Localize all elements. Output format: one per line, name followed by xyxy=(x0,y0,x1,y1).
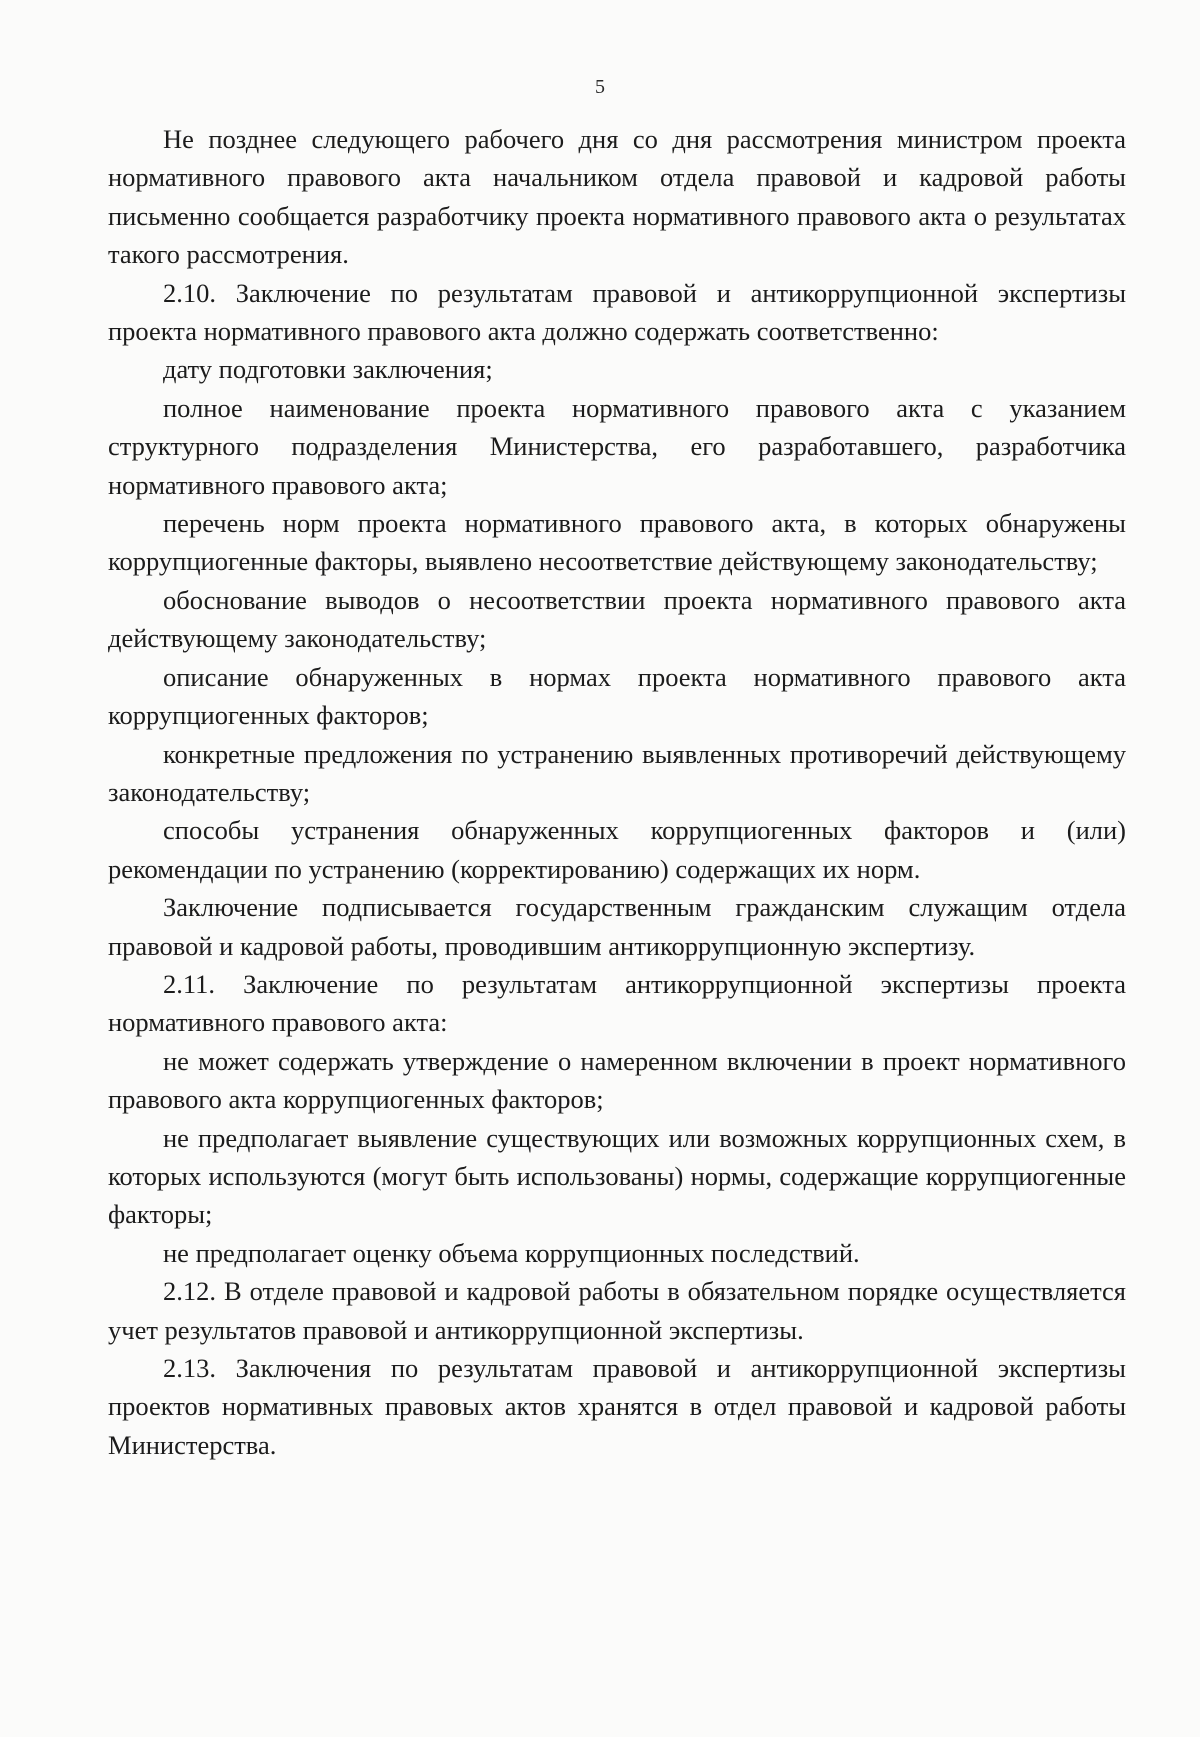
list-item-elimination-methods: способы устранения обнаруженных коррупциогенных факторов и (или) рекомендации по устранению (корректированию) содержащих их норм. xyxy=(108,815,1126,884)
list-item-proposals: конкретные предложения по устранению выявленных противоречий действующему законодательству; xyxy=(108,738,1126,807)
paragraph-signature: Заключение подписывается государственным гражданским служащим отдела правовой и кадровой работы, проводившим антикоррупционную экспертизу. xyxy=(108,892,1126,961)
list-item-no-schemes: не предполагает выявление существующих или возможных коррупционных схем, в которых используются (могут быть использованы) нормы, содержащие коррупциогенные факторы; xyxy=(108,1122,1126,1230)
list-item-full-name: полное наименование проекта нормативного правового акта с указанием структурного подразделения Министерства, его разработавшего, разработчика нормативного правового акта; xyxy=(108,392,1126,500)
paragraph-2-12: 2.12. В отделе правовой и кадровой работы в обязательном порядке осуществляется учет результатов правовой и антикоррупционной экспертизы. xyxy=(108,1276,1126,1345)
list-item-justification: обоснование выводов о несоответствии проекта нормативного правового акта действующему законодательству; xyxy=(108,584,1126,654)
list-item-no-intent-claim: не может содержать утверждение о намеренном включении в проект нормативного правового акта коррупциогенных факторов; xyxy=(108,1045,1126,1115)
paragraph-2-13: 2.13. Заключения по результатам правовой и антикоррупционной экспертизы проектов нормативных правовых актов хранятся в отдел правовой и кадровой работы Министерства. xyxy=(108,1353,1126,1460)
paragraph-2-11-heading: 2.11. Заключение по результатам антикоррупционной экспертизы проекта нормативного правового акта: xyxy=(108,968,1126,1038)
paragraph-2-10-heading: 2.10. Заключение по результатам правовой и антикоррупционной экспертизы проекта нормативного правового акта должно содержать соответственно: xyxy=(108,277,1126,347)
page-number: 5 xyxy=(595,76,605,98)
list-item-date: дату подготовки заключения; xyxy=(163,354,493,385)
list-item-no-consequences: не предполагает оценку объема коррупционных последствий. xyxy=(163,1237,860,1268)
document-body xyxy=(108,120,1126,1464)
paragraph-result-notification: Не позднее следующего рабочего дня со дня рассмотрения министром проекта нормативного правового акта начальником отдела правовой и кадровой работы письменно сообщается разработчику проекта нормативного правового акта о результатах такого рассмотрения. xyxy=(108,124,1126,270)
list-item-norms-list: перечень норм проекта нормативного правового акта, в которых обнаружены коррупциогенные факторы, выявлено несоответствие действующему законодательству; xyxy=(108,508,1126,577)
list-item-factors-description: описание обнаруженных в нормах проекта нормативного правового акта коррупциогенных факторов; xyxy=(108,661,1126,731)
